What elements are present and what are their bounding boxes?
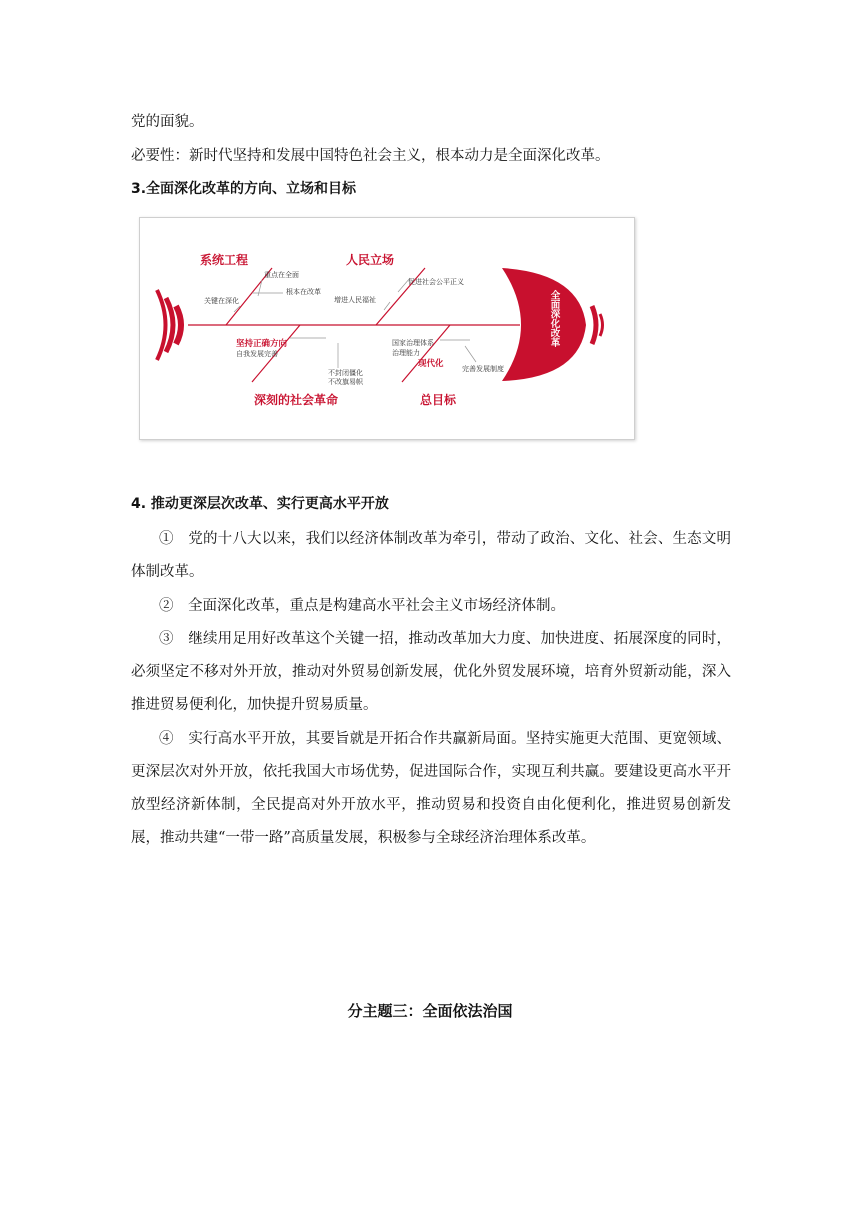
head-arcs xyxy=(592,306,603,344)
item-1-marker: ① xyxy=(159,531,174,547)
rib-no-closed: 不封闭僵化 xyxy=(328,369,363,377)
rib-no-wrong: 不改旗易帜 xyxy=(328,378,363,386)
rib-governance-capacity: 治理能力 xyxy=(392,349,420,357)
item-4 xyxy=(131,723,731,855)
rib-line-5 xyxy=(384,302,390,310)
item-2-text: 全面深化改革，重点是构建高水平社会主义市场经济体制。 xyxy=(188,598,565,614)
head-arc-1 xyxy=(592,306,596,344)
tail-arc-1 xyxy=(176,306,181,344)
rib-improve-welfare: 增进人民福祉 xyxy=(334,296,376,304)
item-2 xyxy=(131,590,731,623)
rib-self-develop: 自我发展完善 xyxy=(236,350,278,358)
subtopic-3-title: 分主题三：全面依法治国 xyxy=(347,1002,513,1020)
item-3 xyxy=(131,623,731,722)
label-profound-revolution: 深刻的社会革命 xyxy=(254,393,339,407)
rib-key-deepen: 关键在深化 xyxy=(204,297,239,305)
rib-focus-overall: 重点在全面 xyxy=(264,271,299,279)
fishbone-svg xyxy=(140,218,634,439)
rib-promote-justice: 促进社会公平正义 xyxy=(408,278,464,286)
label-correct-direction: 坚持正确方向 xyxy=(236,339,288,349)
head-arc-2 xyxy=(600,314,603,336)
label-system-engineering: 系统工程 xyxy=(200,253,249,267)
rib-root-reform: 根本在改革 xyxy=(286,288,321,296)
rib-line-9 xyxy=(465,346,476,362)
rib-perfect-system: 完善发展制度 xyxy=(462,365,504,373)
item-1 xyxy=(131,523,731,589)
intro-line-2: 必要性：新时代坚持和发展中国特色社会主义，根本动力是全面深化改革。 xyxy=(131,148,610,164)
item-4-text: 实行高水平开放，其要旨就是开拓合作共赢新局面。坚持实施更大范围、更宽领域、更深层次对外开放，依托我国大市场优势，促进国际合作，实现互利共赢。要建设更高水平开放型经济新体制，全民提高对外开放水平，推动贸易和投资自由化便利化，推进贸易创新发展，推动共建“一带一路”高质量发展，积极参与全球经济治理体系改革。 xyxy=(131,731,731,846)
label-people-stance: 人民立场 xyxy=(346,253,395,267)
head-label: 全面深化改革 xyxy=(548,290,560,347)
label-modernization: 现代化 xyxy=(418,359,444,369)
item-2-marker: ② xyxy=(159,598,174,614)
rib-governance-system: 国家治理体系 xyxy=(392,339,434,347)
fishbone-diagram xyxy=(139,217,635,440)
section-3-heading: 3.全面深化改革的方向、立场和目标 xyxy=(131,181,357,197)
section-4-heading: 4. 推动更深层次改革、实行更高水平开放 xyxy=(131,496,389,512)
fish-tail xyxy=(157,290,181,360)
item-1-text: 党的十八大以来，我们以经济体制改革为牵引，带动了政治、文化、社会、生态文明体制改革。 xyxy=(131,531,731,580)
item-3-text: 继续用足用好改革这个关键一招，推动改革加大力度、加快进度、拓展深度的同时，必须坚定不移对外开放，推动对外贸易创新发展，优化外贸发展环境，培育外贸新动能，深入推进贸易便利化，加快提升贸易质量。 xyxy=(131,631,731,713)
tail-arc-3 xyxy=(157,290,166,360)
bone-upper-2 xyxy=(376,268,425,325)
item-4-marker: ④ xyxy=(159,731,174,747)
intro-line-1: 党的面貌。 xyxy=(131,114,204,130)
label-general-goal: 总目标 xyxy=(420,393,457,407)
item-3-marker: ③ xyxy=(159,631,174,647)
